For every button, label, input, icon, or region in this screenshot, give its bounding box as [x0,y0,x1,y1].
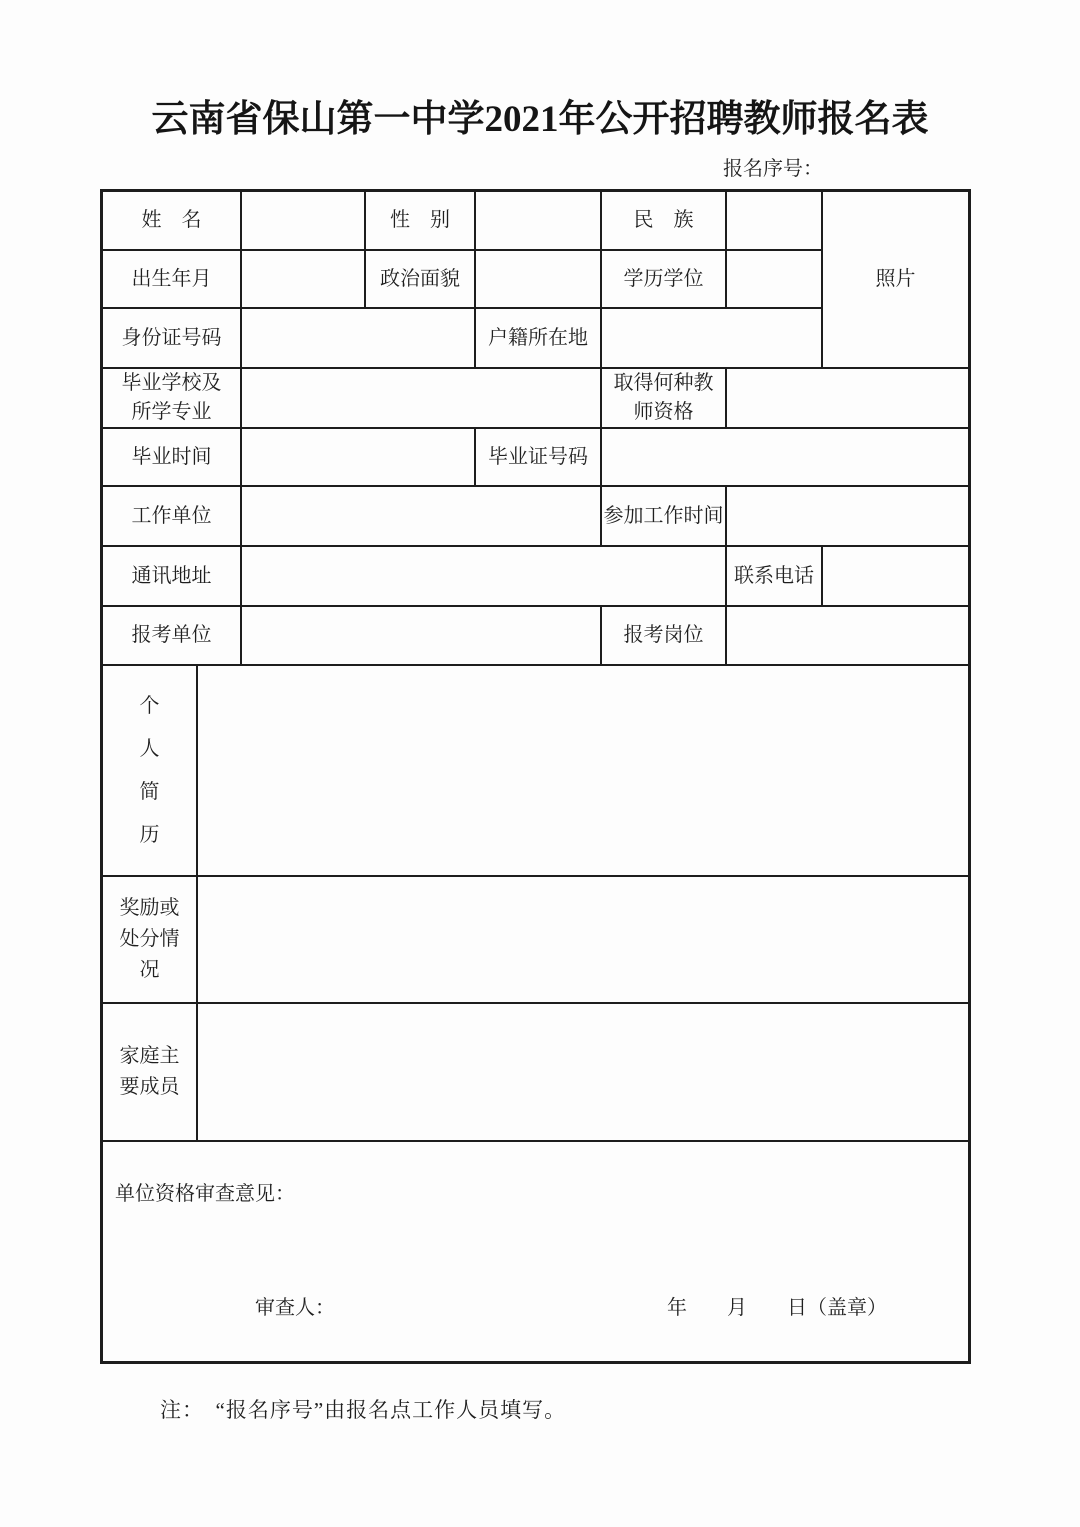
rewards-punishments-label [103,877,198,1004]
unit-review-section [103,1142,968,1361]
id-number-label: 身份证号码 [103,309,242,369]
review-date-label: 年 月 日（盖章） [667,1297,887,1320]
resume-label [103,666,198,877]
education-degree-field [727,251,823,309]
family-members-label-text: 家庭主要成员 [119,1045,180,1099]
footer-note: 注： “报名序号”由报名点工作人员填写。 [160,1398,567,1423]
rewards-punishments-field [198,877,968,1004]
school-major-label [103,369,242,429]
gender-field [476,192,602,251]
resume-label-text: 个人简历 [139,694,160,846]
apply-unit-label: 报考单位 [103,607,242,666]
apply-unit-field [242,607,602,666]
birthdate-field [242,251,366,309]
family-members-field [198,1004,968,1142]
id-number-field [242,309,476,369]
political-status-field [476,251,602,309]
school-major-field [242,369,602,429]
gender-label: 性 别 [366,192,476,251]
graduation-date-label: 毕业时间 [103,429,242,487]
birthdate-label: 出生年月 [103,251,242,309]
resume-field [198,666,968,877]
registration-form-table [100,189,971,1364]
teacher-certificate-label [602,369,727,429]
political-status-label: 政治面貌 [366,251,476,309]
mailing-address-label: 通讯地址 [103,547,242,607]
family-members-label [103,1004,198,1142]
teacher-certificate-label-text: 取得何种教师资格 [613,372,714,424]
diploma-number-field [602,429,968,487]
diploma-number-label: 毕业证号码 [476,429,602,487]
page-title: 云南省保山第一中学2021年公开招聘教师报名表 [151,99,929,140]
household-location-label: 户籍所在地 [476,309,602,369]
phone-label: 联系电话 [727,547,823,607]
employer-field [242,487,602,547]
apply-position-label: 报考岗位 [602,607,727,666]
graduation-date-field [242,429,476,487]
ethnicity-field [727,192,823,251]
review-opinion-label: 单位资格审查意见： [115,1183,295,1206]
reviewer-label: 审查人： [255,1297,335,1320]
ethnicity-label: 民 族 [602,192,727,251]
household-location-field [602,309,823,369]
employer-label: 工作单位 [103,487,242,547]
work-start-field [727,487,968,547]
serial-number-label: 报名序号： [723,158,823,181]
photo-cell: 照片 [823,192,968,369]
phone-field [823,547,968,607]
teacher-certificate-field [727,369,968,429]
apply-position-field [727,607,968,666]
mailing-address-field [242,547,727,607]
name-label: 姓 名 [103,192,242,251]
school-major-label-text: 毕业学校及所学专业 [121,372,222,424]
education-degree-label: 学历学位 [602,251,727,309]
rewards-punishments-label-text: 奖励或处分情况 [119,897,180,982]
work-start-label: 参加工作时间 [602,487,727,547]
name-field [242,192,366,251]
